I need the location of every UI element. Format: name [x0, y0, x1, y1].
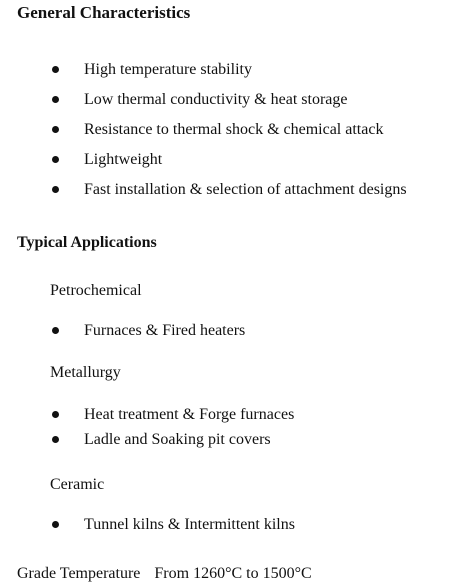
ceramic-subheading: Ceramic: [50, 476, 105, 493]
bullet-icon: [52, 411, 59, 418]
list-item-text: Tunnel kilns & Intermittent kilns: [84, 516, 295, 533]
general-characteristics-heading: General Characteristics: [17, 3, 191, 22]
list-item-text: High temperature stability: [84, 61, 252, 78]
bullet-icon: [52, 96, 59, 103]
bullet-icon: [52, 186, 59, 193]
list-item-text: Heat treatment & Forge furnaces: [84, 406, 295, 423]
bullet-icon: [52, 66, 59, 73]
grade-temperature-line: [17, 564, 312, 584]
bullet-icon: [52, 327, 59, 334]
typical-applications-heading: Typical Applications: [17, 234, 157, 251]
list-item-text: Fast installation & selection of attachment designs: [84, 181, 407, 198]
list-item-text: Furnaces & Fired heaters: [84, 322, 246, 339]
list-item-text: Ladle and Soaking pit covers: [84, 431, 271, 448]
list-item-text: Resistance to thermal shock & chemical attack: [84, 121, 384, 138]
list-item-text: Lightweight: [84, 151, 163, 168]
bullet-icon: [52, 126, 59, 133]
grade-temperature-value: From 1260°C to 1500°C: [154, 565, 312, 582]
metallurgy-subheading: Metallurgy: [50, 364, 121, 381]
list-item-text: Low thermal conductivity & heat storage: [84, 91, 348, 108]
grade-temperature-label: Grade Temperature: [17, 565, 141, 582]
petrochemical-subheading: Petrochemical: [50, 282, 142, 299]
bullet-icon: [52, 521, 59, 528]
bullet-icon: [52, 436, 59, 443]
bullet-icon: [52, 156, 59, 163]
